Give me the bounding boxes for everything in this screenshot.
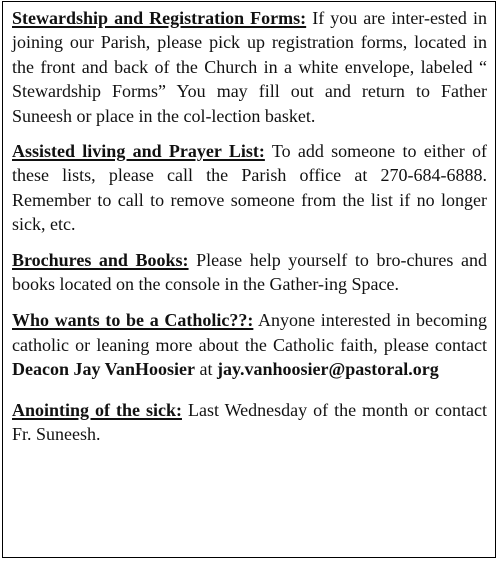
prayer-list-section bbox=[12, 139, 487, 237]
brochures-section bbox=[12, 248, 487, 297]
prayer-list-text: To add someone to either of these lists, please call the Parish office at 270-684-6888. Remember to call to remove someone from the list if no longer sick, etc. bbox=[12, 141, 488, 235]
catholic-heading: Who wants to be a Catholic??: bbox=[12, 310, 254, 331]
deacon-email[interactable]: jay.vanhoosier@pastoral.org bbox=[217, 359, 439, 380]
prayer-list-heading: Assisted living and Prayer List: bbox=[12, 141, 265, 162]
stewardship-section bbox=[12, 6, 487, 128]
deacon-name: Deacon Jay VanHoosier bbox=[12, 359, 196, 380]
catholic-section bbox=[12, 308, 487, 381]
anointing-text: Last Wednesday of the month or contact Fr. Suneesh. bbox=[12, 399, 487, 445]
stewardship-text: If you are inter-ested in joining our Parish, please pick up registration forms, located in the front and back of the Church in a white envelope, labeled “ Stewardship Forms” You may fill out and return to Father Suneesh or place in the col-lection basket. bbox=[12, 8, 487, 126]
brochures-text: Please help yourself to bro-chures and books located on the console in the Gather-ing Space. bbox=[12, 249, 487, 295]
stewardship-heading: Stewardship and Registration Forms: bbox=[12, 8, 307, 28]
brochures-heading: Brochures and Books: bbox=[12, 249, 189, 270]
bulletin-announcements-box bbox=[2, 1, 496, 558]
catholic-text: Anyone interested in becoming catholic or leaning more about the Catholic faith, please contact bbox=[12, 310, 487, 355]
anointing-heading: Anointing of the sick: bbox=[12, 399, 182, 420]
anointing-section bbox=[12, 398, 487, 447]
catholic-text-at: at bbox=[195, 359, 218, 380]
